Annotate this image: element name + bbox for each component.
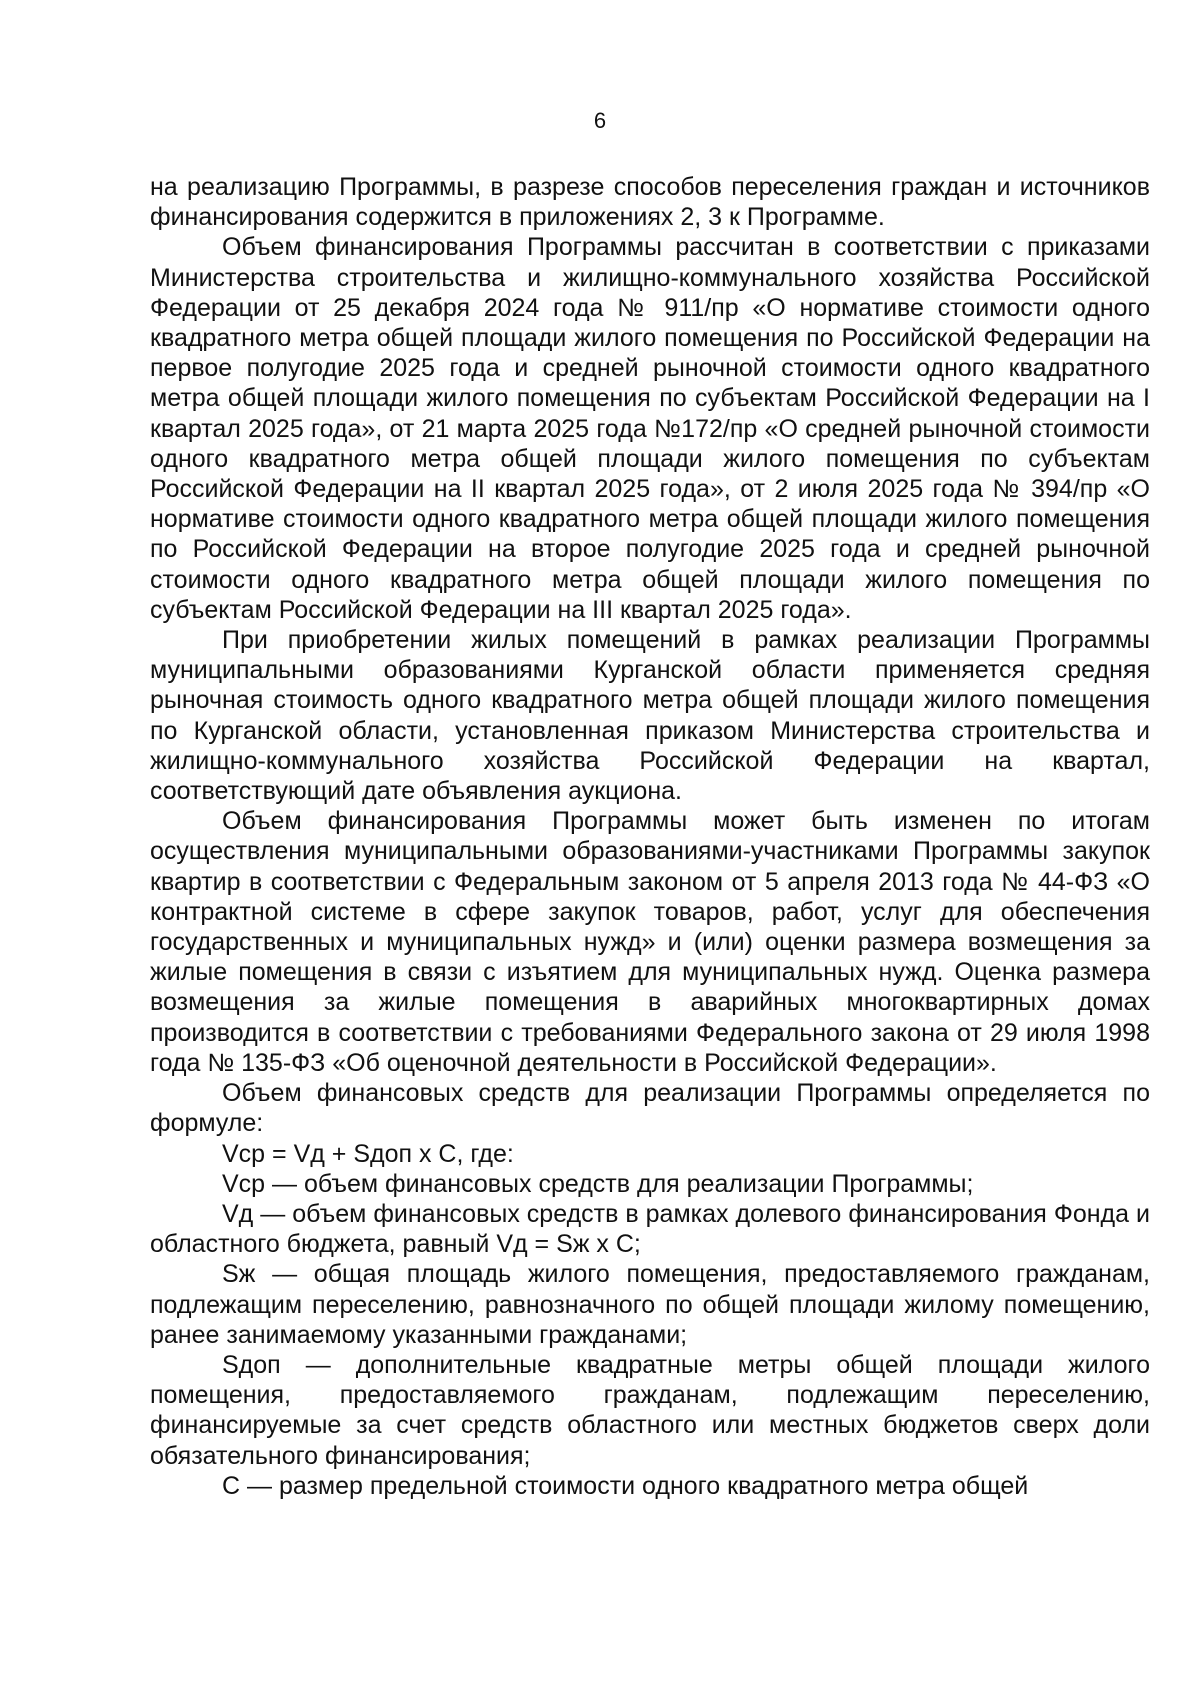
paragraph-continuation: на реализацию Программы, в разрезе способов переселения граждан и источников финансирования содержится в приложениях 2, 3 к Программе.	[150, 173, 1150, 232]
paragraph-market-price: При приобретении жилых помещений в рамках реализации Программы муниципальными образованиями Курганской области применяется средняя рыночная стоимость одного квадратного метра общей площади жилого помещения по Курганской области, установленная приказом Министерства строительства и жилищно-коммунального хозяйства Российской Федерации на квартал, соответствующий дате объявления аукциона.	[150, 626, 1150, 806]
document-body	[150, 172, 1150, 1501]
paragraph-funding-orders: Объем финансирования Программы рассчитан в соответствии с приказами Министерства строительства и жилищно-коммунального хозяйства Российской Федерации от 25 декабря 2024 года № 911/пр «О нормативе стоимости одного квадратного метра общей площади жилого помещения по Российской Федерации на первое полугодие 2025 года и средней рыночной стоимости одного квадратного метра общей площади жилого помещения по субъектам Российской Федерации на I квартал 2025 года», от 21 марта 2025 года №172/пр «О средней рыночной стоимости одного квадратного метра общей площади жилого помещения по субъектам Российской Федерации на II квартал 2025 года», от 2 июля 2025 года № 394/пр «О нормативе стоимости одного квадратного метра общей площади жилого помещения по Российской Федерации на второе полугодие 2025 года и средней рыночной стоимости одного квадратного метра общей площади жилого помещения по субъектам Российской Федерации на III квартал 2025 года».	[150, 233, 1150, 624]
paragraph-formula-intro: Объем финансовых средств для реализации Программы определяется по формуле:	[150, 1079, 1150, 1138]
paragraph-funding-change: Объем финансирования Программы может быть изменен по итогам осуществления муниципальными образованиями-участниками Программы закупок квартир в соответствии с Федеральным законом от 5 апреля 2013 года № 44-ФЗ «О контрактной системе в сфере закупок товаров, работ, услуг для обеспечения государственных и муниципальных нужд» и (или) оценки размера возмещения за жилые помещения в связи с изъятием для муниципальных нужд. Оценка размера возмещения за жилые помещения в аварийных многоквартирных домах производится в соответствии с требованиями Федерального закона от 29 июля 1998 года № 135-ФЗ «Об оценочной деятельности в Российской Федерации».	[150, 807, 1150, 1077]
page-number: 6	[593, 108, 607, 133]
definition-vcp: Vср — объем финансовых средств для реализации Программы;	[222, 1169, 974, 1198]
definition-szh: Sж — общая площадь жилого помещения, предоставляемого гражданам, подлежащим переселению, равнозначного по общей площади жилому помещению, ранее занимаемому указанными гражданами;	[150, 1260, 1150, 1349]
definition-c: С — размер предельной стоимости одного квадратного метра общей	[222, 1471, 1029, 1500]
formula: Vср = Vд + Sдоп х С, где:	[222, 1139, 514, 1168]
definition-vd: Vд — объем финансовых средств в рамках долевого финансирования Фонда и областного бюджета, равный Vд = Sж х С;	[150, 1199, 1150, 1259]
definition-sdop: Sдоп — дополнительные квадратные метры общей площади жилого помещения, предоставляемого гражданам, подлежащим переселению, финансируемые за счет средств областного или местных бюджетов сверх доли обязательного финансирования;	[150, 1350, 1150, 1470]
